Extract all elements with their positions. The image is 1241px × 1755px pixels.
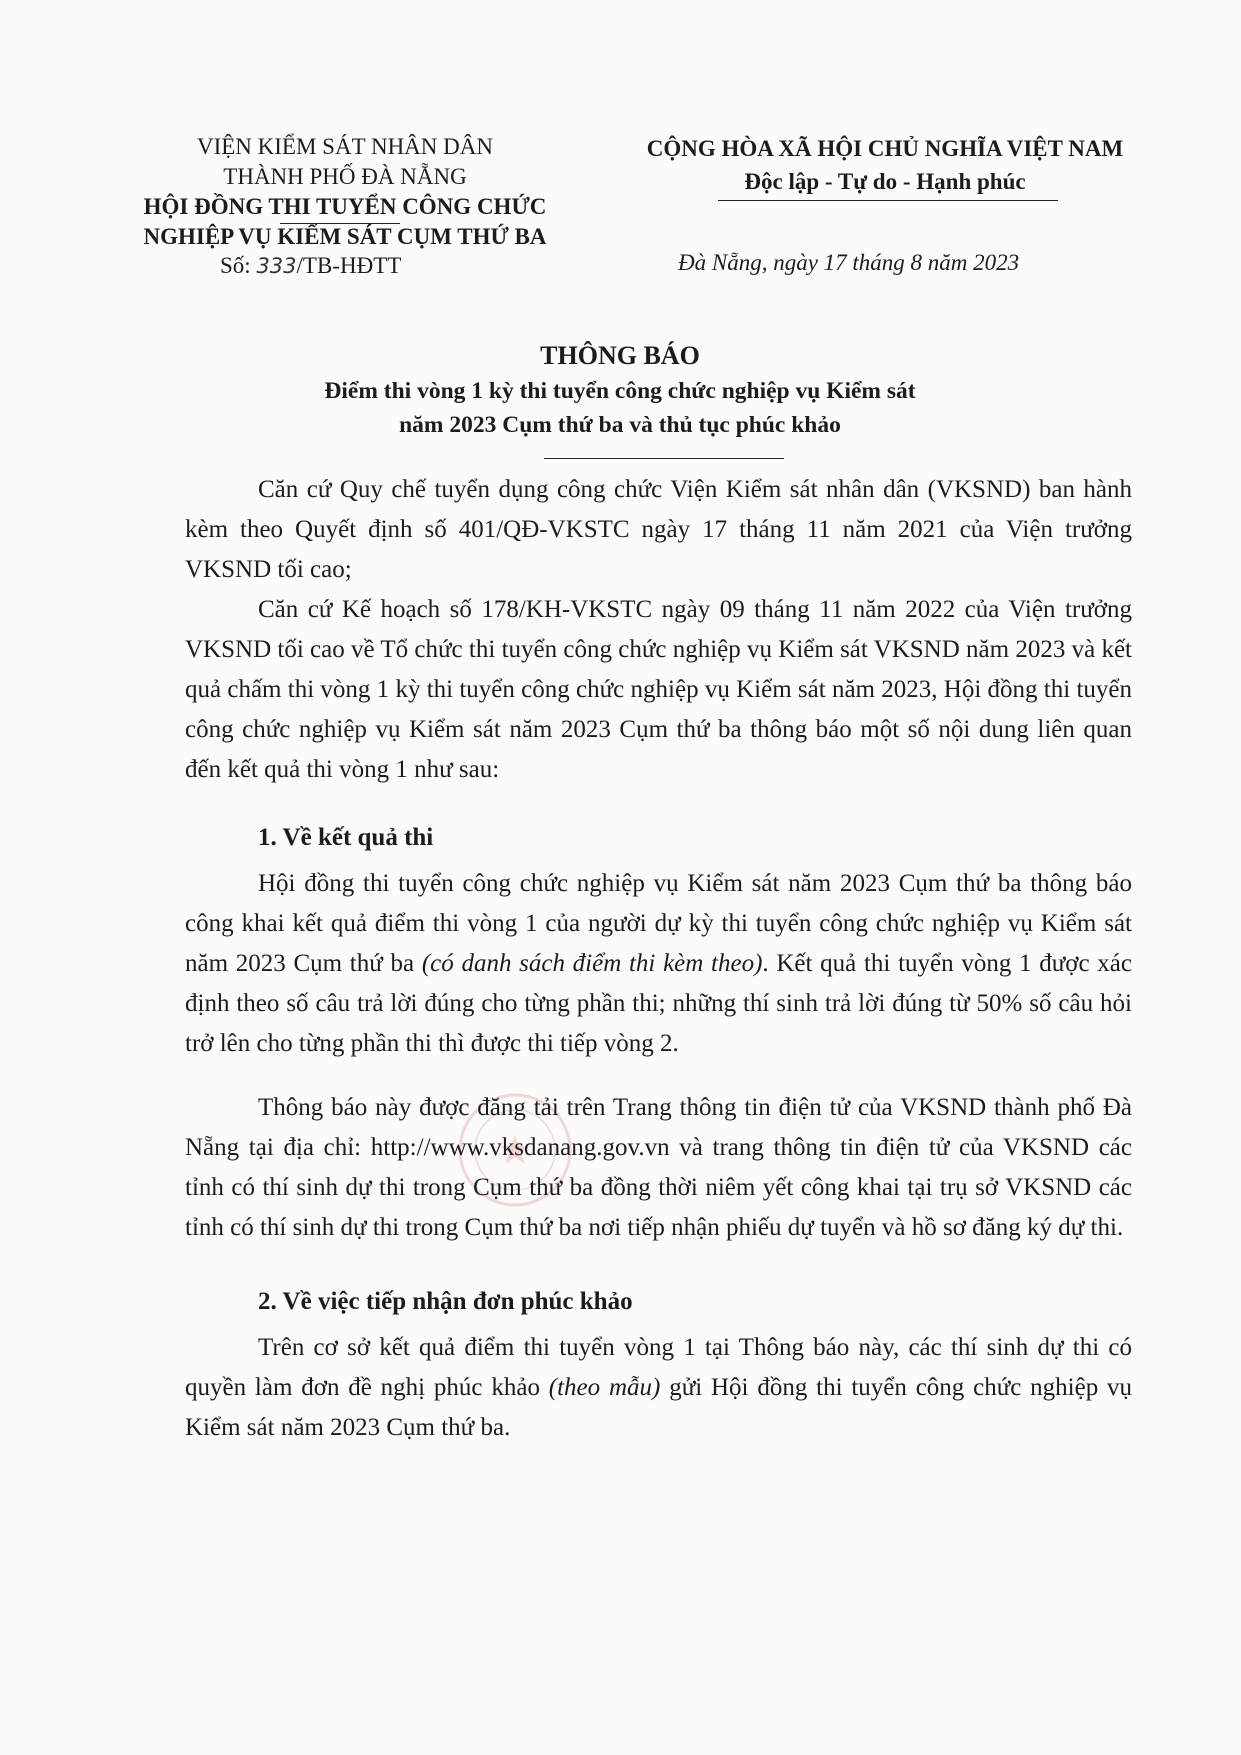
paragraph-results: [185, 864, 1132, 1064]
issuer-line-2: THÀNH PHỐ ĐÀ NẴNG: [223, 164, 467, 189]
paragraph-1-text: Căn cứ Quy chế tuyển dụng công chức Viện Kiểm sát nhân dân (VKSND) ban hành kèm theo Quyết định số 401/QĐ-VKSTC ngày 17 tháng 11 năm 2021 của Viện trưởng VKSND tối cao;: [185, 476, 1132, 583]
paragraph-3-text-b: . Kết quả thi tuyển vòng 1 được xác định theo số câu trả lời đúng cho từng phần thi; những thí sinh trả lời đúng từ 50% số câu hỏi trở lên cho từng phần thi thì được thi tiếp vòng 2.: [185, 950, 1132, 1057]
issuer-line-3: HỘI ĐỒNG THI TUYỂN CÔNG CHỨC: [143, 194, 547, 219]
issuer-block: [110, 132, 580, 252]
document-number-label: Số:: [220, 253, 251, 278]
title-underline: [544, 458, 784, 459]
document-number: [220, 253, 401, 279]
issuer-line-1: VIỆN KIỂM SÁT NHÂN DÂN: [196, 134, 493, 159]
document-title: THÔNG BÁO: [540, 341, 700, 370]
paragraph-5-text-b: gửi Hội đồng thi tuyển công chức nghiệp vụ Kiểm sát năm 2023 Cụm thứ ba.: [185, 1374, 1133, 1441]
paragraph-legal-basis-1: [185, 470, 1132, 590]
issuer-underline: [280, 223, 400, 224]
section-heading-1: 1. Về kết quả thi: [258, 824, 434, 851]
issuer-line-4: NGHIỆP VỤ KIỂM SÁT CỤM THỨ BA: [143, 224, 547, 249]
paragraph-legal-basis-2: [185, 590, 1132, 790]
motto-underline: [718, 200, 1058, 201]
document-subtitle-1: Điểm thi vòng 1 kỳ thi tuyển công chức nghiệp vụ Kiểm sát: [324, 378, 916, 404]
paragraph-appeal: [185, 1328, 1132, 1448]
national-motto-block: [615, 132, 1155, 198]
document-subtitle-2: năm 2023 Cụm thứ ba và thủ tục phúc khảo: [399, 412, 841, 438]
document-number-handwritten: 333: [256, 254, 297, 278]
issue-date: Đà Nẵng, ngày 17 tháng 8 năm 2023: [678, 250, 1020, 275]
country-name: CỘNG HÒA XÃ HỘI CHỦ NGHĨA VIỆT NAM: [646, 136, 1124, 161]
paragraph-5-text-a: Trên cơ sở kết quả điểm thi tuyển vòng 1 tại Thông báo này, các thí sinh dự thi có quyền làm đơn đề nghị phúc khảo: [185, 1334, 1132, 1401]
paragraph-3-italic: (có danh sách điểm thi kèm theo): [421, 950, 763, 977]
paragraph-5-italic: (theo mẫu): [548, 1374, 661, 1401]
document-number-suffix: /TB-HĐTT: [296, 253, 402, 278]
paragraph-3-text-a: Hội đồng thi tuyển công chức nghiệp vụ Kiểm sát năm 2023 Cụm thứ ba thông báo công khai kết quả điểm thi vòng 1 của người dự kỳ thi tuyển công chức nghiệp vụ Kiểm sát năm 2023 Cụm thứ ba: [185, 870, 1132, 977]
paragraph-publication: [185, 1088, 1132, 1248]
paragraph-2-text: Căn cứ Kế hoạch số 178/KH-VKSTC ngày 09 tháng 11 năm 2022 của Viện trưởng VKSND tối cao về Tổ chức thi tuyển công chức nghiệp vụ Kiểm sát VKSND năm 2023 và kết quả chấm thi vòng 1 kỳ thi tuyển công chức nghiệp vụ Kiểm sát năm 2023, Hội đồng thi tuyển công chức nghiệp vụ Kiểm sát năm 2023 Cụm thứ ba thông báo một số nội dung liên quan đến kết quả thi vòng 1 như sau:: [185, 596, 1132, 783]
title-block: [230, 338, 1010, 442]
paragraph-4-text: Thông báo này được đăng tải trên Trang thông tin điện tử của VKSND thành phố Đà Nẵng tại địa chỉ: http://www.vksdanang.gov.vn và trang thông tin điện tử của VKSND các tỉnh có thí sinh dự thi trong Cụm thứ ba đồng thời niêm yết công khai tại trụ sở VKSND các tỉnh có thí sinh dự thi trong Cụm thứ ba nơi tiếp nhận phiếu dự tuyển và hồ sơ đăng ký dự thi.: [185, 1094, 1132, 1241]
motto: Độc lập - Tự do - Hạnh phúc: [744, 169, 1026, 194]
section-heading-2: 2. Về việc tiếp nhận đơn phúc khảo: [258, 1288, 633, 1315]
